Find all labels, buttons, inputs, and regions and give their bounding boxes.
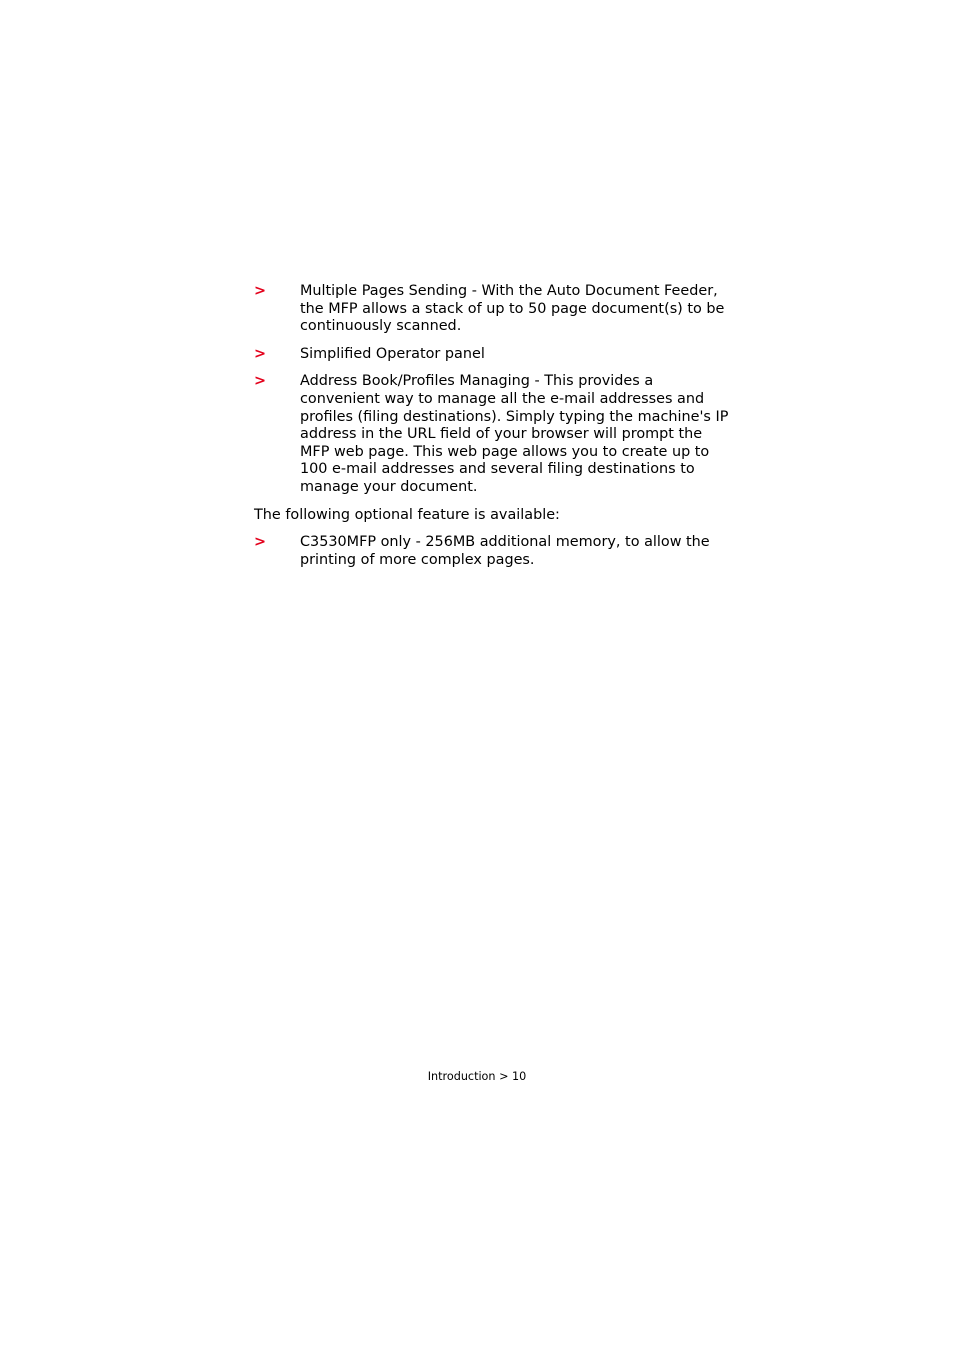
bullet-arrow-icon: > — [254, 283, 267, 299]
bullet-text: Address Book/Profiles Managing - This provides a convenient way to manage all the e-mail addresses and profiles (filing destinations). Simply typing the machine's IP address in the URL field of your browser will prompt the MFP web page. This web page allows you to create up to 100 e-mail addresses and several filing destinations to manage your document. — [300, 373, 729, 495]
bullet-item-multiple-pages — [254, 283, 734, 336]
bullet-arrow-icon: > — [254, 373, 267, 390]
bullet-arrow-icon: > — [254, 534, 267, 551]
bullet-item-memory — [254, 534, 734, 569]
bullet-arrow-icon: > — [254, 345, 267, 362]
bullet-text: Simplified Operator panel — [300, 345, 485, 362]
optional-feature-intro: The following optional feature is available: — [254, 506, 560, 523]
bullet-text: C3530MFP only - 256MB additional memory, to allow the printing of more complex pages. — [300, 534, 710, 568]
footer-separator: > — [499, 1070, 509, 1083]
page-footer — [0, 1070, 954, 1084]
bullet-item-address-book — [254, 373, 734, 496]
footer-section: Introduction — [427, 1070, 496, 1083]
document-body — [254, 283, 734, 579]
bullet-text: Multiple Pages Sending - With the Auto Document Feeder, the MFP allows a stack of up to 50 page document(s) to be continuously scanned. — [300, 283, 725, 335]
page-number: 10 — [512, 1070, 527, 1083]
bullet-item-operator-panel — [254, 346, 734, 364]
